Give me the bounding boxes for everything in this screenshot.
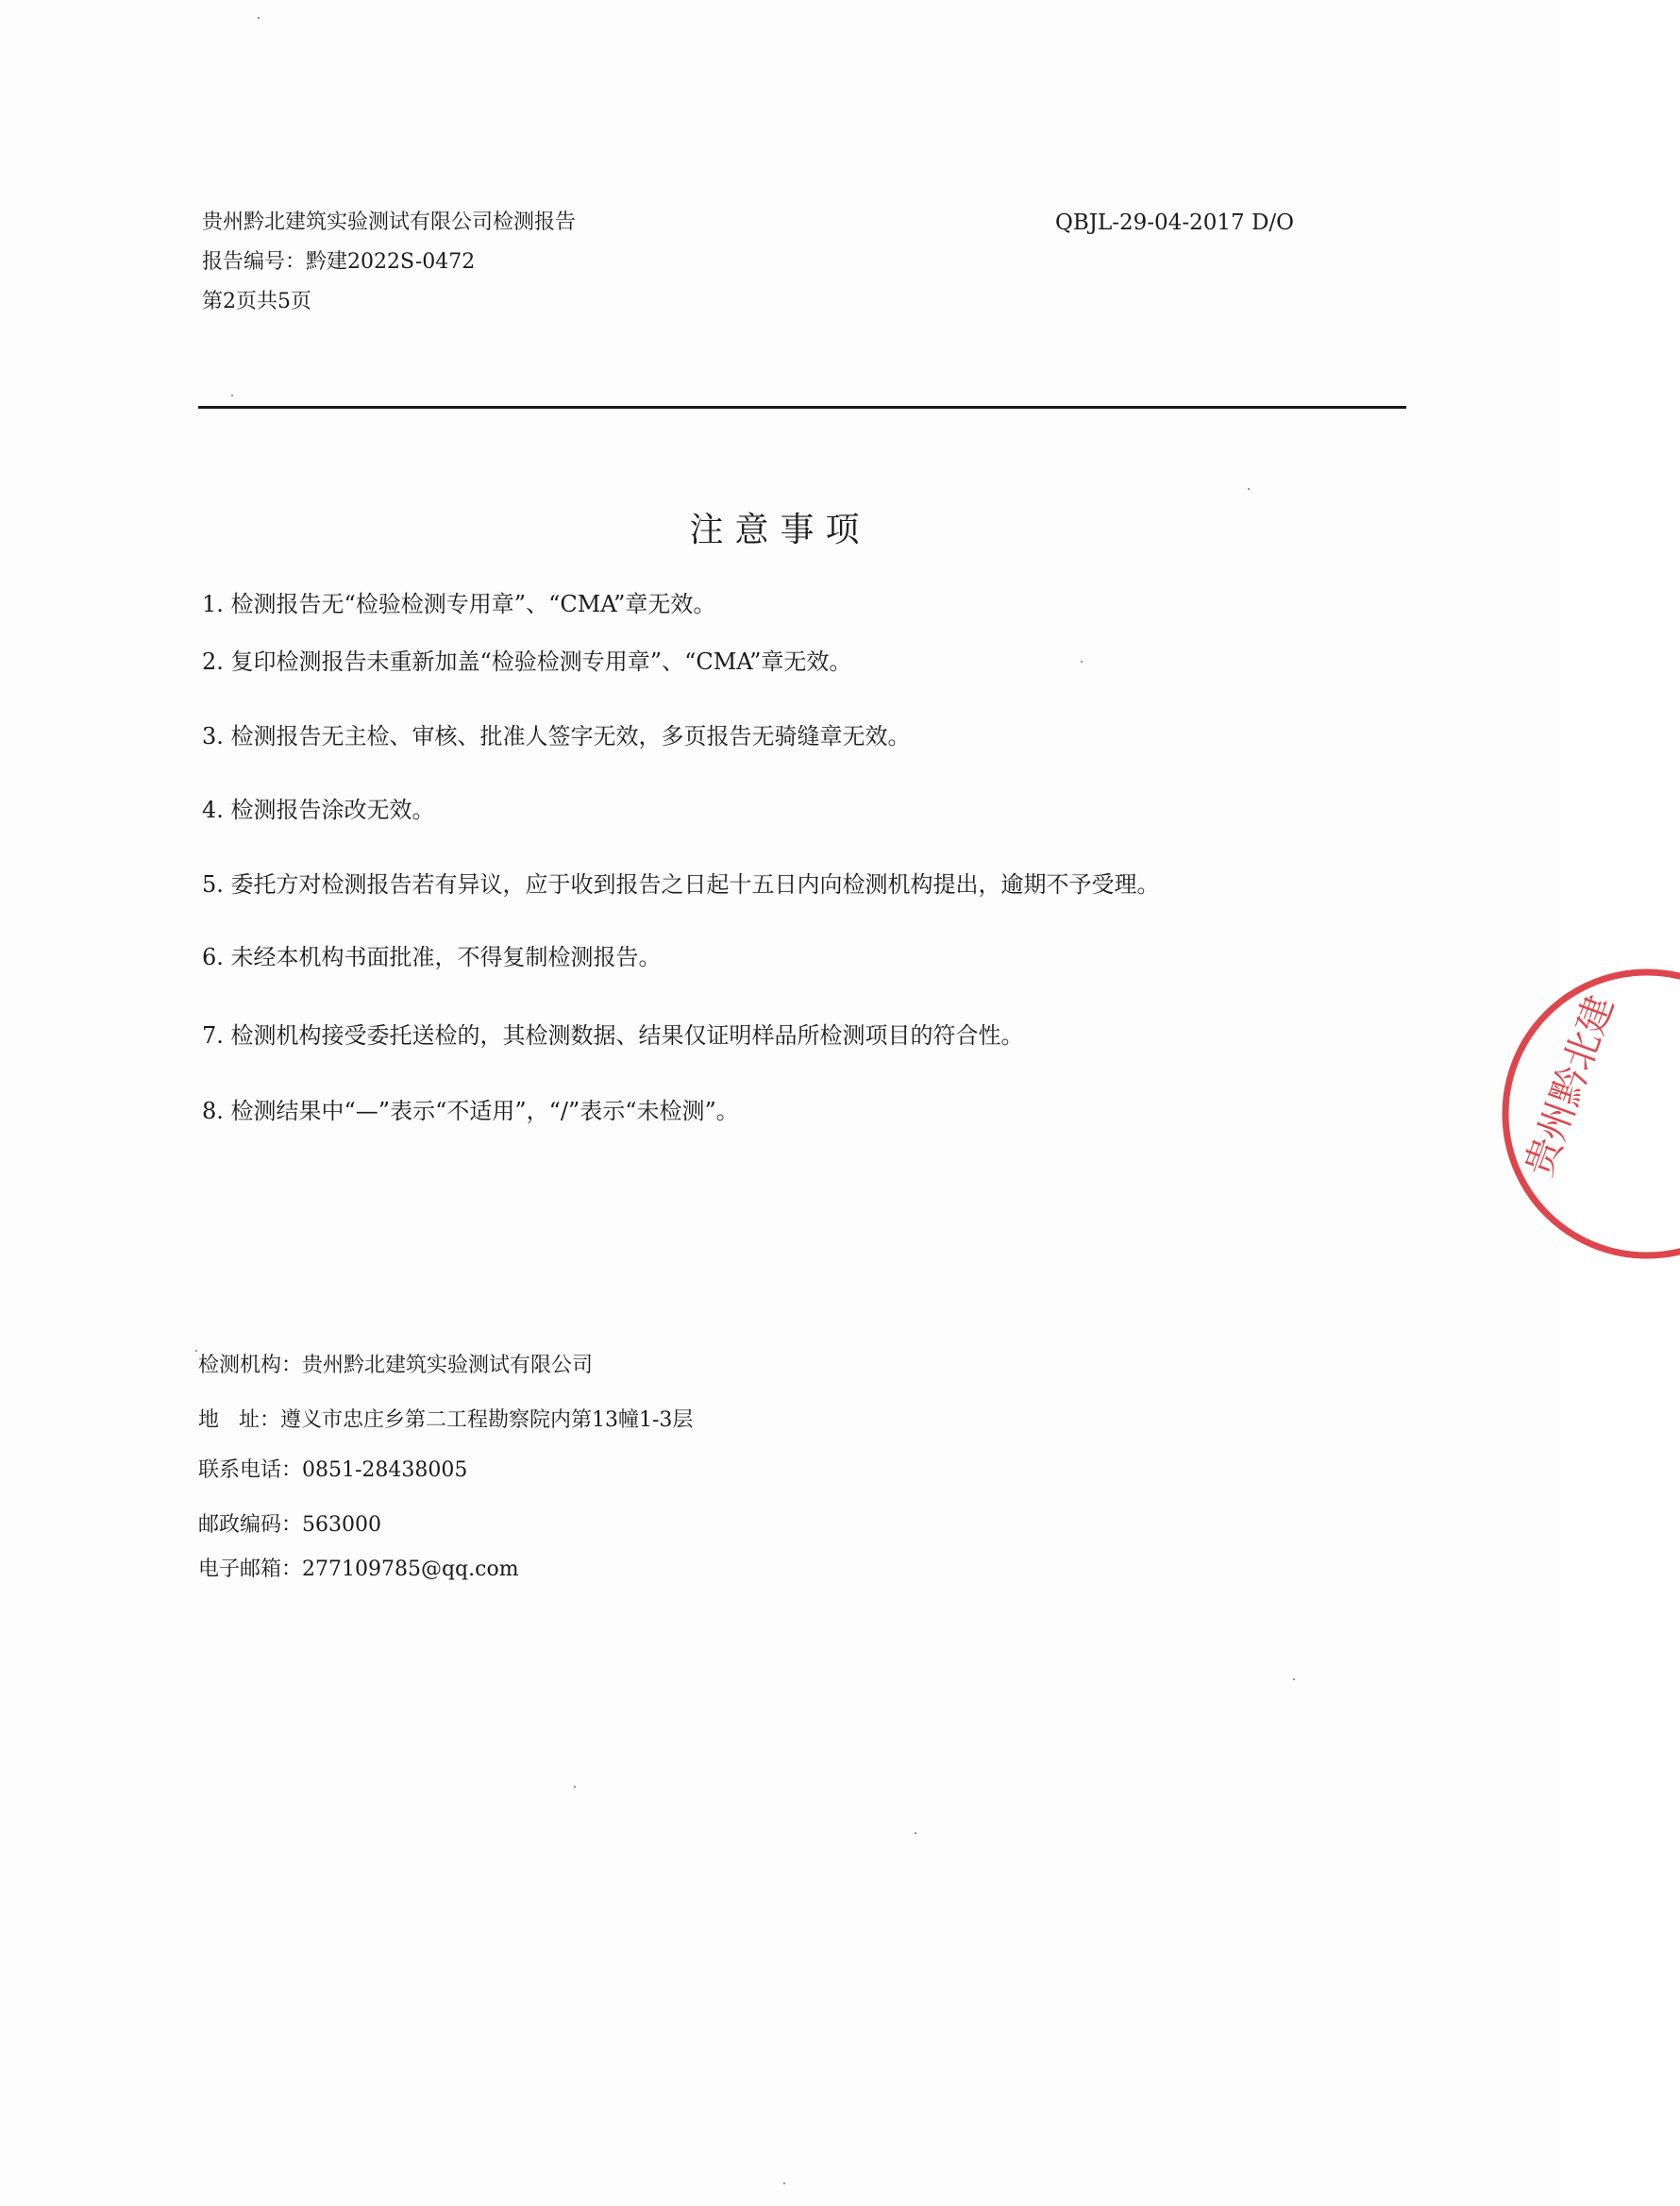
scan-speck	[574, 1786, 576, 1788]
scan-speck	[1248, 488, 1250, 490]
report-company-header: 贵州黔北建筑实验测试有限公司检测报告	[202, 210, 577, 234]
scan-speck	[915, 1832, 916, 1834]
scan-speck	[1293, 1678, 1295, 1680]
company-seal-stamp	[1491, 963, 1680, 1265]
notice-item: 1. 检测报告无“检验检测专用章”、“CMA”章无效。	[202, 591, 716, 617]
page-indicator: 第2页共5页	[202, 290, 311, 313]
notice-item: 3. 检测报告无主检、审核、批准人签字无效，多页报告无骑缝章无效。	[202, 723, 911, 749]
scan-speck	[783, 2182, 785, 2184]
notice-item: 2. 复印检测报告未重新加盖“检验检测专用章”、“CMA”章无效。	[202, 648, 852, 675]
scan-speck	[195, 1350, 197, 1352]
contact-institution: 检测机构：贵州黔北建筑实验测试有限公司	[198, 1354, 594, 1377]
scan-speck	[231, 395, 233, 396]
notice-item: 4. 检测报告涂改无效。	[202, 797, 435, 823]
notice-item: 7. 检测机构接受委托送检的，其检测数据、结果仅证明样品所检测项目的符合性。	[202, 1022, 1024, 1049]
contact-postcode: 邮政编码：563000	[198, 1513, 381, 1537]
contact-address: 地 址：遵义市忠庄乡第二工程勘察院内第13幢1-3层	[198, 1408, 694, 1432]
notice-item: 5. 委托方对检测报告若有异议，应于收到报告之日起十五日内向检测机构提出，逾期不予受理。	[202, 871, 1160, 898]
notice-item: 8. 检测结果中“—”表示“不适用”，“/”表示“未检测”。	[202, 1098, 739, 1124]
contact-phone: 联系电话：0851-28438005	[198, 1458, 468, 1482]
report-number: 报告编号：黔建2022S-0472	[202, 250, 476, 274]
contact-email: 电子邮箱：277109785@qq.com	[198, 1558, 519, 1581]
seal-text: 贵州黔北建	[1517, 989, 1622, 1183]
scan-speck	[1081, 661, 1083, 663]
notice-item: 6. 未经本机构书面批准，不得复制检测报告。	[202, 944, 662, 970]
header-divider	[198, 406, 1406, 409]
scan-speck	[258, 17, 260, 19]
form-code: QBJL-29-04-2017 D/O	[1055, 210, 1294, 235]
page-title: 注意事项	[689, 511, 871, 549]
